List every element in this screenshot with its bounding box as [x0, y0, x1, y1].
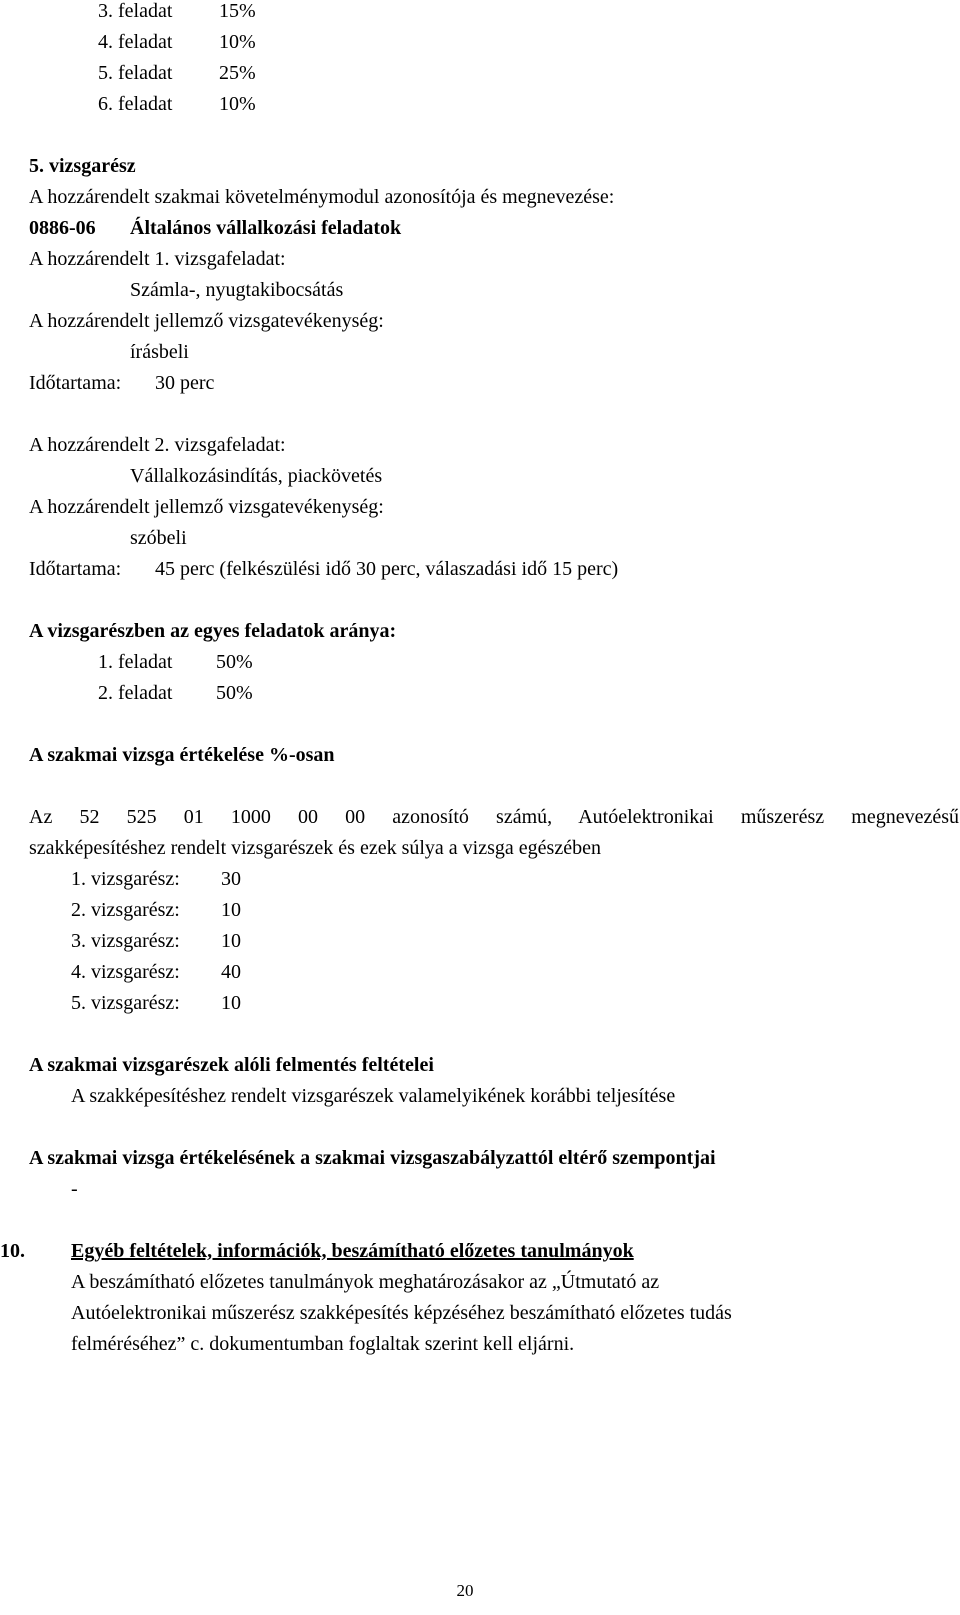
- module-label: A hozzárendelt szakmai követelménymodul azonosítója és megnevezése:: [29, 186, 615, 208]
- task-row: [98, 0, 256, 27]
- weight-value: 30: [221, 868, 241, 890]
- ratio-row: [98, 646, 253, 678]
- weight-label: 5. vizsgarész:: [71, 992, 180, 1014]
- weight-value: 10: [221, 899, 241, 921]
- weight-row: [71, 987, 241, 1019]
- task2-label: A hozzárendelt 2. vizsgafeladat:: [29, 434, 286, 456]
- ratio-label: 1. feladat: [98, 651, 173, 673]
- task1-label: A hozzárendelt 1. vizsgafeladat:: [29, 248, 286, 270]
- divergent-text: -: [71, 1178, 78, 1200]
- weight-value: 10: [221, 930, 241, 952]
- task-label: 3. feladat: [98, 0, 173, 22]
- section10-number: 10.: [0, 1240, 25, 1262]
- task1-activity-label: A hozzárendelt jellemző vizsgatevékenység:: [29, 310, 384, 332]
- weight-row: [71, 956, 241, 988]
- task1-activity: írásbeli: [130, 341, 189, 363]
- page-number: 20: [456, 1581, 474, 1600]
- task-value: 10%: [219, 31, 256, 53]
- module-name: Általános vállalkozási feladatok: [130, 217, 402, 239]
- duration-label: Időtartama:: [29, 558, 122, 580]
- weight-value: 40: [221, 961, 241, 983]
- weight-label: 2. vizsgarész:: [71, 899, 180, 921]
- weight-label: 4. vizsgarész:: [71, 961, 180, 983]
- task-row: [98, 26, 256, 58]
- evaluation-intro-line1: Az 52 525 01 1000 00 00 azonosító számú, Autóelektronikai műszerész megnevezésű: [29, 806, 959, 828]
- section10-line2: Autóelektronikai műszerész szakképesítés képzéséhez beszámítható előzetes tudás: [71, 1302, 732, 1324]
- weight-label: 1. vizsgarész:: [71, 868, 180, 890]
- ratio-value: 50%: [216, 651, 253, 673]
- exemption-text: A szakképesítéshez rendelt vizsgarészek valamelyikének korábbi teljesítése: [71, 1085, 676, 1107]
- evaluation-heading: A szakmai vizsga értékelése %-osan: [29, 744, 335, 766]
- duration-value: 45 perc (felkészülési idő 30 perc, válaszadási idő 15 perc): [155, 558, 619, 580]
- task2-duration-row: [29, 553, 618, 585]
- evaluation-intro-line2: szakképesítéshez rendelt vizsgarészek és ezek súlya a vizsga egészében: [29, 837, 601, 859]
- task-label: 5. feladat: [98, 62, 173, 84]
- section10-heading: Egyéb feltételek, információk, beszámítható előzetes tanulmányok: [71, 1240, 634, 1262]
- exemption-heading: A szakmai vizsgarészek alóli felmentés feltételei: [29, 1054, 434, 1076]
- task2-activity-label: A hozzárendelt jellemző vizsgatevékenység:: [29, 496, 384, 518]
- task1-name: Számla-, nyugtakibocsátás: [130, 279, 344, 301]
- duration-label: Időtartama:: [29, 372, 122, 394]
- weight-label: 3. vizsgarész:: [71, 930, 180, 952]
- ratio-row: [98, 677, 253, 709]
- task-row: [98, 88, 256, 120]
- section10-line1: A beszámítható előzetes tanulmányok meghatározásakor az „Útmutató az: [71, 1271, 660, 1293]
- weight-value: 10: [221, 992, 241, 1014]
- weight-row: [71, 894, 241, 926]
- divergent-heading: A szakmai vizsga értékelésének a szakmai vizsgaszabályzattól eltérő szempontjai: [29, 1147, 716, 1169]
- ratio-heading: A vizsgarészben az egyes feladatok aránya:: [29, 620, 397, 642]
- task-label: 4. feladat: [98, 31, 173, 53]
- task-value: 25%: [219, 62, 256, 84]
- module-code: 0886-06: [29, 217, 96, 239]
- task2-name: Vállalkozásindítás, piackövetés: [130, 465, 383, 487]
- weight-row: [71, 925, 241, 957]
- section-heading: 5. vizsgarész: [29, 155, 136, 177]
- weight-row: [71, 863, 241, 895]
- task-value: 15%: [219, 0, 256, 22]
- task-label: 6. feladat: [98, 93, 173, 115]
- ratio-value: 50%: [216, 682, 253, 704]
- module-row: [29, 212, 401, 244]
- task1-duration-row: [29, 367, 214, 399]
- duration-value: 30 perc: [155, 372, 215, 394]
- task-row: [98, 57, 256, 89]
- task2-activity: szóbeli: [130, 527, 187, 549]
- section10-line3: felméréséhez” c. dokumentumban foglaltak szerint kell eljárni.: [71, 1333, 575, 1355]
- ratio-label: 2. feladat: [98, 682, 173, 704]
- task-value: 10%: [219, 93, 256, 115]
